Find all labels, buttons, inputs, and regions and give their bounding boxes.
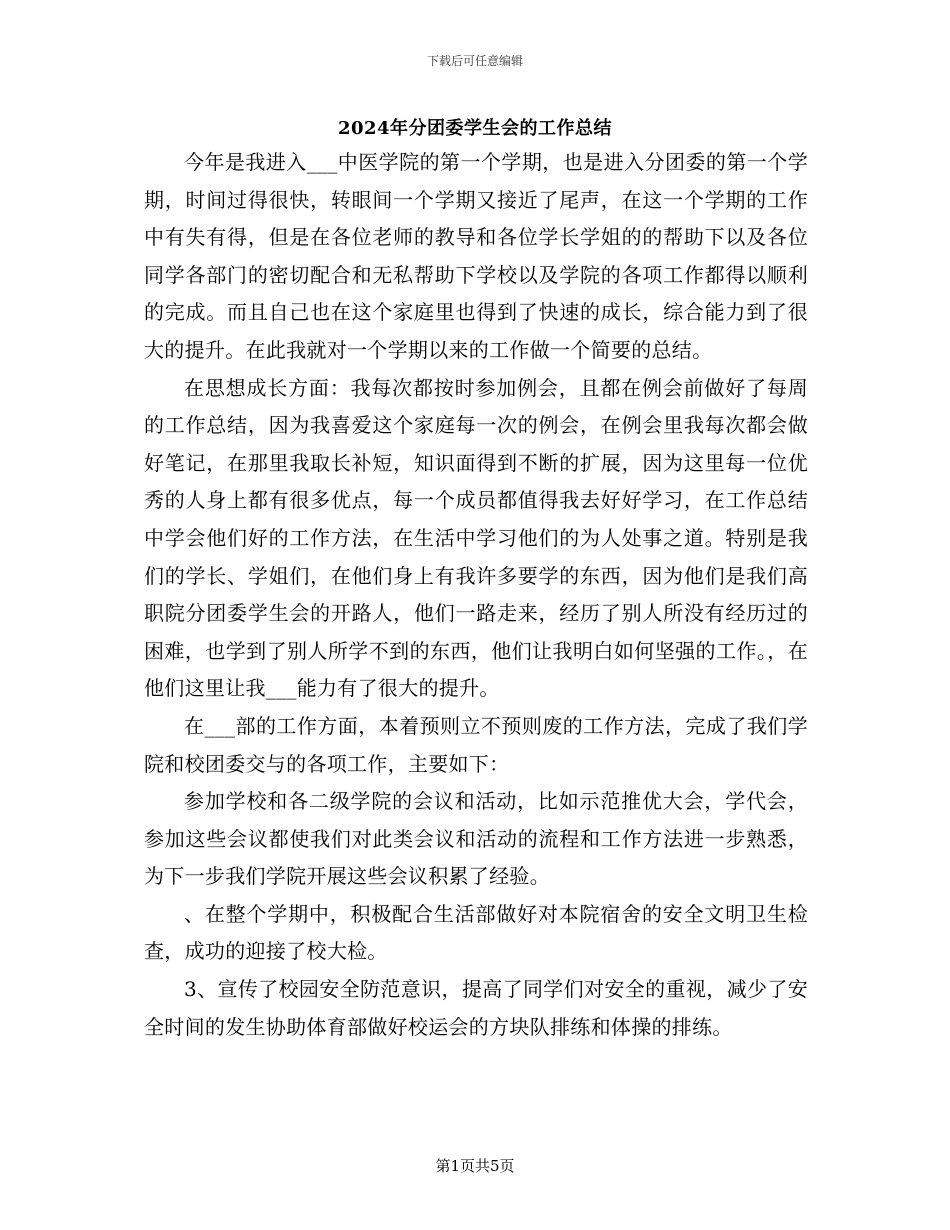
paragraph-thought-growth: 在思想成长方面：我每次都按时参加例会，且都在例会前做好了每周的工作总结，因为我喜爱这个家庭每一次的例会，在例会里我每次都会做好笔记，在那里我取长补短，知识面得到不断的扩展，因为这里每一位优秀的人身上都有很多优点，每一个成员都值得我去好好学习，在工作总结中学会他们好的工作方法，在生活中学习他们的为人处事之道。特别是我们的学长、学姐们，在他们身上有我许多要学的东西，因为他们是我们高职院分团委学生会的开路人，他们一路走来，经历了别人所没有经历过的困难，也学到了别人所学不到的东西，他们让我明白如何坚强的工作。，在他们这里让我___能力有了很大的提升。	[144, 375, 808, 701]
paragraph-item-dorm-check: 、在整个学期中，积极配合生活部做好对本院宿舍的安全文明卫生检查，成功的迎接了校大检。	[144, 901, 808, 964]
page-number: 第1页共5页	[435, 1157, 515, 1175]
paragraph-intro: 今年是我进入___中医学院的第一个学期，也是进入分团委的第一个学期，时间过得很快，转眼间一个学期又接近了尾声，在这一个学期的工作中有失有得，但是在各位老师的教导和各位学长学姐的的帮助下以及各位同学各部门的密切配合和无私帮助下学校以及学院的各项工作都得以顺利的完成。而且自己也在这个家庭里也得到了快速的成长，综合能力到了很大的提升。在此我就对一个学期以来的工作做一个简要的总结。	[144, 150, 808, 362]
paragraph-item-safety: 3、宣传了校园安全防范意识，提高了同学们对安全的重视，减少了安全时间的发生协助体育部做好校运会的方块队排练和体操的排练。	[144, 977, 808, 1039]
paragraph-item-meetings: 参加学校和各二级学院的会议和活动，比如示范推优大会，学代会，参加这些会议都使我们对此类会议和活动的流程和工作方法进一步熟悉，为下一步我们学院开展这些会议积累了经验。	[144, 789, 808, 889]
page-header-note: 下载后可任意编辑	[426, 54, 523, 68]
document-title: 2024年分团委学生会的工作总结	[337, 118, 613, 139]
paragraph-department-work: 在___部的工作方面，本着预则立不预则废的工作方法，完成了我们学院和校团委交与的各项工作，主要如下：	[144, 713, 808, 776]
document-body	[144, 144, 808, 1046]
